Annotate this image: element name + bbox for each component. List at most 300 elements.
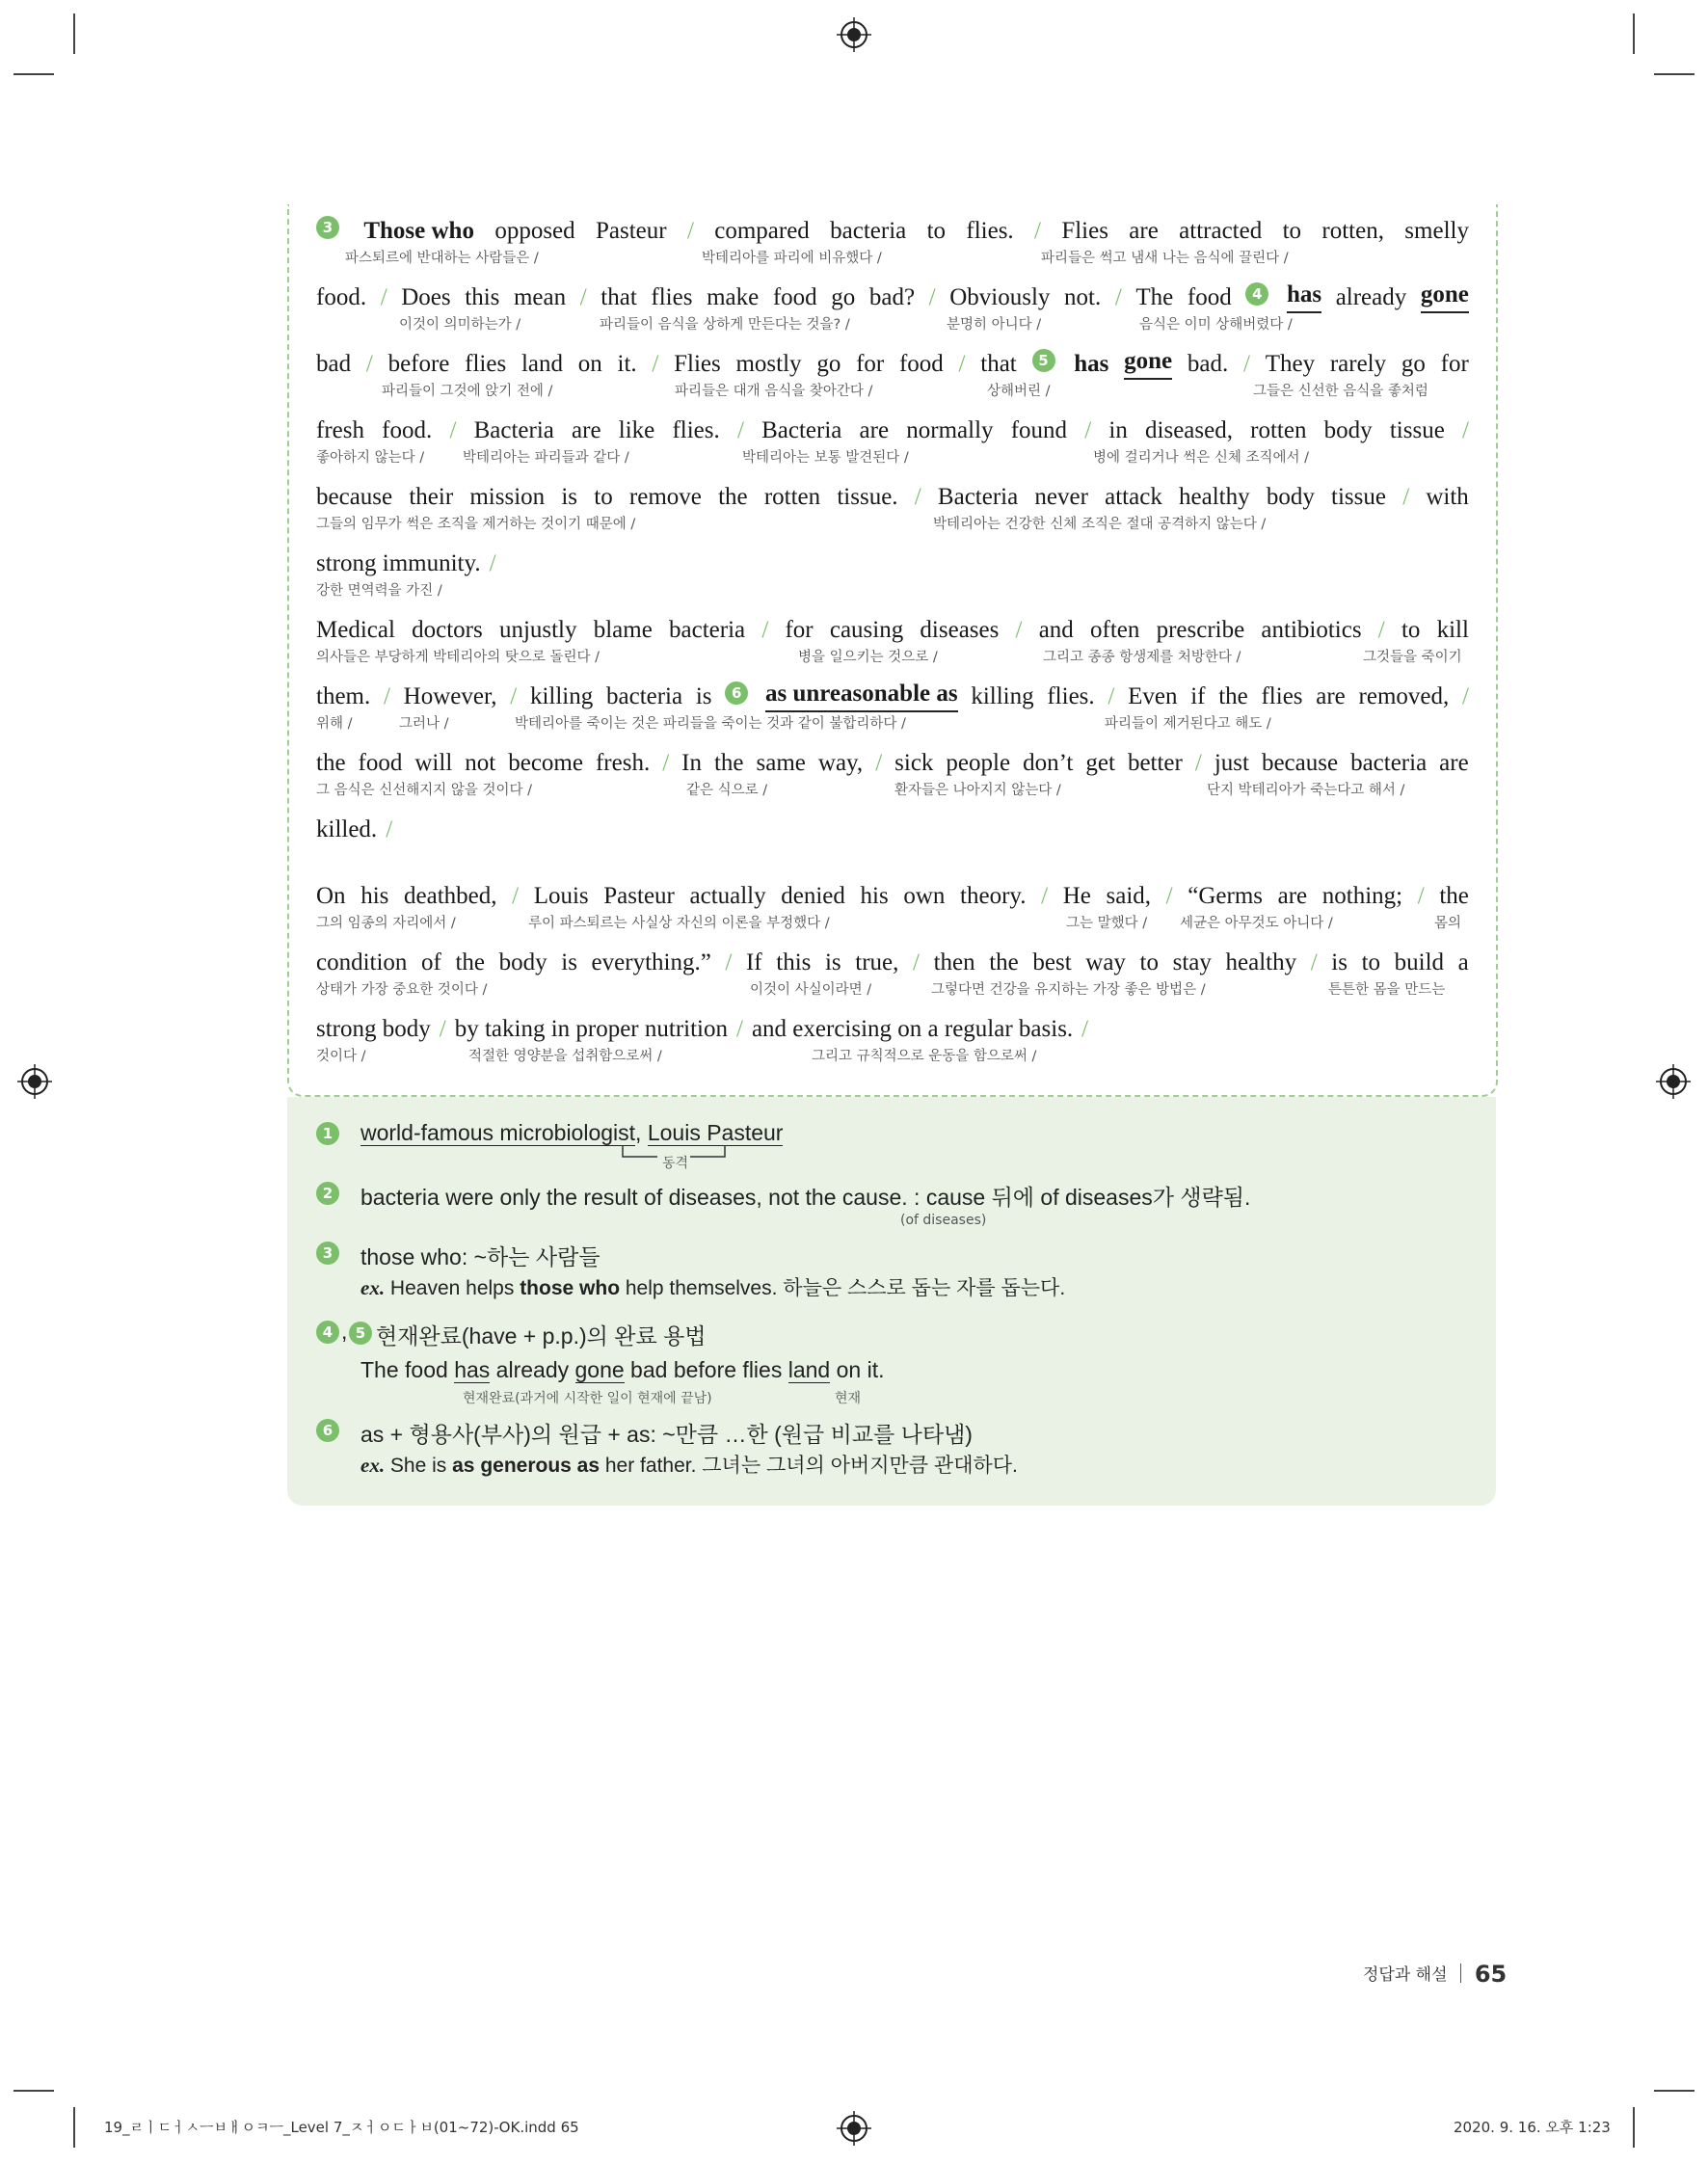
english-word: flies <box>651 284 693 310</box>
english-word: that <box>600 284 637 310</box>
english-word: the <box>718 484 748 510</box>
crop-mark <box>13 2090 54 2092</box>
english-text: strong body <box>316 1016 431 1042</box>
korean-translation-line <box>316 579 1469 599</box>
chunk-slash: / <box>1165 883 1173 909</box>
english-word: and <box>1038 617 1074 643</box>
passage-line <box>316 815 1469 865</box>
example-text: She is <box>389 1455 453 1477</box>
english-word: go <box>816 351 841 377</box>
english-word: rotten <box>1250 417 1307 443</box>
english-word: is <box>561 949 577 975</box>
highlighted-phrase: gone <box>1124 349 1172 380</box>
korean-translation: 그리고 종종 항생제를 처방한다 / <box>1043 650 1241 665</box>
note-4-5-text: 현재완료(have + p.p.)의 완료 용법 <box>376 1323 707 1349</box>
english-word: that <box>980 351 1017 377</box>
chunk-slash: / <box>1194 750 1202 776</box>
korean-translation-line <box>316 779 1469 798</box>
english-word: are <box>1277 883 1308 909</box>
registration-mark-icon <box>837 17 871 52</box>
chunk-slash: / <box>510 683 518 709</box>
english-word: flies. <box>966 218 1014 244</box>
english-word: is <box>561 484 578 510</box>
english-word: is <box>1331 949 1348 975</box>
english-word: just <box>1214 750 1249 776</box>
chunk-slash: / <box>380 284 387 310</box>
note-number-icon: 5 <box>349 1322 372 1345</box>
crop-mark <box>1654 73 1695 75</box>
note-number-icon: 2 <box>316 1182 339 1205</box>
korean-translation: 좋아하지 않는다 / <box>316 450 425 466</box>
section-label: 정답과 해설 <box>1363 1965 1448 1985</box>
korean-translation: 박테리아를 죽이는 것은 파리들을 죽이는 것과 같이 불합리하다 / <box>515 716 906 732</box>
note-4-5-sub-1: 현재완료(과거에 시작한 일이 현재에 끝남) <box>463 1391 712 1406</box>
chunk-slash: / <box>1041 883 1049 909</box>
footer-section-label <box>1363 1961 1507 1988</box>
chunk-slash: / <box>913 949 920 975</box>
english-word: like <box>618 417 655 443</box>
english-word: this <box>465 284 500 310</box>
example-text: already <box>490 1357 575 1382</box>
english-sentence-line <box>316 216 1469 247</box>
note-4-5 <box>316 1319 885 1406</box>
passage-line <box>316 216 1469 266</box>
english-word: Even <box>1128 683 1178 709</box>
sentence-number-icon: 5 <box>1032 349 1055 372</box>
korean-translation-line <box>316 646 1469 665</box>
chunk-slash: / <box>652 351 659 377</box>
korean-translation: 튼튼한 몸을 만드는 <box>1328 982 1446 998</box>
english-word: attracted <box>1179 218 1263 244</box>
english-word: bad <box>316 351 352 377</box>
english-text: by taking in proper nutrition <box>454 1016 728 1042</box>
sentence-number-icon: 3 <box>316 216 339 239</box>
note-2-sub: (of diseases) <box>900 1213 987 1228</box>
english-word: before <box>387 351 450 377</box>
english-word: rotten, <box>1321 218 1384 244</box>
english-word: everything.” <box>591 949 711 975</box>
note-number-icon: 6 <box>316 1419 339 1442</box>
example-underlined: has <box>454 1357 491 1382</box>
chunk-slash: / <box>662 750 670 776</box>
english-word: bad? <box>868 284 916 310</box>
crop-mark <box>13 73 54 75</box>
chunk-slash: / <box>686 218 694 244</box>
example-text: bad before flies <box>624 1357 788 1382</box>
english-word: on <box>577 351 602 377</box>
english-word: Bacteria <box>761 417 842 443</box>
english-word: people <box>946 750 1011 776</box>
note-4-5-example <box>360 1357 884 1383</box>
english-sentence-line <box>316 415 1469 446</box>
korean-translation: 루이 파스퇴르는 사실상 자신의 이론을 부정했다 / <box>528 916 830 931</box>
korean-translation: 병에 걸리거나 썩은 신체 조직에서 / <box>1093 450 1310 466</box>
english-word: build <box>1394 949 1445 975</box>
note-6 <box>316 1417 1018 1481</box>
english-word: killing <box>971 683 1034 709</box>
chunk-slash: / <box>875 750 883 776</box>
chunk-slash: / <box>512 883 520 909</box>
chunk-slash: / <box>761 617 769 643</box>
korean-translation-line <box>316 513 1469 532</box>
english-word: food <box>1187 284 1232 310</box>
english-word: then <box>933 949 975 975</box>
korean-translation: 분명히 아니다 / <box>947 317 1042 333</box>
english-word: are <box>1129 218 1159 244</box>
korean-translation-line <box>316 712 1469 732</box>
korean-translation: 파리들은 대개 음식을 찾아간다 / <box>675 384 873 399</box>
english-word: to <box>1361 949 1381 975</box>
korean-translation: 그렇다면 건강을 유지하는 가장 좋은 방법은 / <box>931 982 1206 998</box>
korean-translation: 파스퇴르에 반대하는 사람들은 / <box>345 251 539 266</box>
english-word: “Germs <box>1188 883 1263 909</box>
english-word: said, <box>1106 883 1152 909</box>
highlighted-phrase: gone <box>1421 282 1469 313</box>
english-word: will <box>414 750 453 776</box>
english-word: the <box>989 949 1019 975</box>
english-word: true, <box>855 949 899 975</box>
korean-translation: 상태가 가장 중요한 것이다 / <box>316 982 488 998</box>
english-word: causing <box>829 617 904 643</box>
english-word: body <box>1266 484 1315 510</box>
note-6-text: as + 형용사(부사)의 원급 + as: ~만큼 …한 (원급 비교를 나타냄) <box>360 1422 973 1447</box>
english-word: with <box>1426 484 1469 510</box>
english-word: found <box>1010 417 1068 443</box>
korean-translation: 병을 일으키는 것으로 / <box>798 650 938 665</box>
english-word: mean <box>513 284 567 310</box>
english-word: killing <box>529 683 594 709</box>
note-number-icon: 4 <box>316 1321 339 1344</box>
chunk-slash: / <box>1310 949 1318 975</box>
korean-translation: 강한 면역력을 가진 / <box>316 583 442 599</box>
english-word: the <box>713 750 744 776</box>
english-sentence-line <box>316 615 1469 646</box>
english-word: to <box>1282 218 1302 244</box>
english-word: food <box>358 750 403 776</box>
english-word: food <box>772 284 817 310</box>
english-word: mostly <box>735 351 802 377</box>
chunk-slash: / <box>489 550 496 576</box>
english-word: food <box>898 351 944 377</box>
korean-translation: 것이다 / <box>316 1049 366 1064</box>
english-word: compared <box>714 218 810 244</box>
korean-translation: 그들은 신선한 음식을 좋처럼 <box>1253 384 1428 399</box>
english-word: tissue <box>1389 417 1445 443</box>
english-word: blame <box>593 617 653 643</box>
english-word: the <box>1218 683 1248 709</box>
note-6-example <box>360 1450 1018 1479</box>
passage-line <box>316 615 1469 665</box>
note-1-text <box>360 1120 783 1146</box>
english-word: best <box>1032 949 1072 975</box>
example-underlined: land <box>787 1357 831 1382</box>
chunk-slash: / <box>725 949 733 975</box>
english-word: denied <box>781 883 845 909</box>
english-word: actually <box>689 883 766 909</box>
korean-translation: 박테리아는 건강한 신체 조직은 절대 공격하지 않는다 / <box>933 517 1267 532</box>
registration-mark-icon <box>837 2111 871 2146</box>
chunk-slash: / <box>386 816 393 842</box>
korean-translation: 그리고 규칙적으로 운동을 함으로써 / <box>812 1049 1037 1064</box>
english-word: make <box>707 284 760 310</box>
english-word: body <box>498 949 547 975</box>
chunk-slash: / <box>928 284 936 310</box>
chunk-slash: / <box>1243 351 1250 377</box>
korean-translation: 파리들이 음식을 상하게 만든다는 것을? / <box>600 317 850 333</box>
english-word: the <box>1439 883 1469 909</box>
korean-translation: 그것들을 죽이기 <box>1363 650 1462 665</box>
korean-translation: 그러나 / <box>399 716 449 732</box>
example-bold: as generous as <box>452 1455 600 1477</box>
english-sentence-line <box>316 1014 1469 1045</box>
english-word: in <box>1108 417 1128 443</box>
korean-translation: 그의 임종의 자리에서 / <box>316 916 456 931</box>
chunk-slash: / <box>1377 617 1385 643</box>
chunk-slash: / <box>1081 1016 1089 1042</box>
english-word: prescribe <box>1156 617 1245 643</box>
english-sentence-line <box>316 815 1469 845</box>
chunk-slash: / <box>1417 883 1425 909</box>
korean-translation: 파리들이 제거된다고 해도 / <box>1105 716 1271 732</box>
english-word: for <box>785 617 814 643</box>
korean-translation: 세균은 아무것도 아니다 / <box>1180 916 1333 931</box>
english-word: because <box>316 484 393 510</box>
chunk-slash: / <box>736 1016 743 1042</box>
note-3 <box>316 1240 1066 1303</box>
note-1-sub: 동격 <box>662 1156 689 1171</box>
english-sentence-line <box>316 681 1469 712</box>
english-word: food. <box>382 417 433 443</box>
example-text: The food <box>360 1357 455 1382</box>
english-word: his <box>860 883 889 909</box>
english-word: smelly <box>1404 218 1469 244</box>
english-word: healthy <box>1179 484 1250 510</box>
chunk-slash: / <box>1462 417 1469 443</box>
note-1 <box>316 1120 784 1178</box>
chunk-slash: / <box>736 417 744 443</box>
passage-line <box>316 349 1469 399</box>
korean-translation: 위해 / <box>316 716 353 732</box>
english-word: Medical <box>316 617 395 643</box>
english-sentence-line <box>316 349 1469 380</box>
sentence-number-icon: 6 <box>725 681 748 705</box>
print-date: 2020. 9. 16. 오후 1:23 <box>1454 2119 1611 2136</box>
english-word: Bacteria <box>937 484 1019 510</box>
english-word: food. <box>316 284 367 310</box>
chunk-slash: / <box>383 683 390 709</box>
english-sentence-line <box>316 548 1469 579</box>
english-word: Does <box>401 284 451 310</box>
example-label: ex. <box>360 1276 386 1299</box>
english-word: same <box>756 750 806 776</box>
korean-translation: 음식은 이미 상해버렸다 / <box>1139 317 1293 333</box>
english-word: to <box>926 218 947 244</box>
crop-mark <box>1633 2107 1635 2148</box>
english-word: bacteria <box>606 683 683 709</box>
english-word: are <box>1439 750 1469 776</box>
english-word: get <box>1085 750 1115 776</box>
english-word: unjustly <box>498 617 577 643</box>
korean-translation-line <box>316 247 1469 266</box>
english-word: own <box>903 883 946 909</box>
korean-translation-line <box>316 978 1469 998</box>
korean-translation: 박테리아는 보통 발견된다 / <box>742 450 909 466</box>
english-word: better <box>1127 750 1183 776</box>
highlighted-phrase: has <box>1074 351 1109 377</box>
english-word: Obviously <box>949 284 1051 310</box>
english-word: flies. <box>1047 683 1095 709</box>
english-word: is <box>695 683 712 709</box>
english-word: go <box>1401 351 1426 377</box>
english-word: diseases <box>920 617 1000 643</box>
english-word: because <box>1261 750 1339 776</box>
english-word: to <box>1401 617 1421 643</box>
passage-line <box>316 948 1469 998</box>
korean-translation: 같은 식으로 / <box>686 783 768 798</box>
chunk-slash: / <box>449 417 457 443</box>
chunk-slash: / <box>914 484 921 510</box>
korean-translation: 그들의 임무가 썩은 조직을 제거하는 것이기 때문에 / <box>316 517 636 532</box>
note-3-text: those who: ~하는 사람들 <box>360 1244 600 1269</box>
korean-translation: 환자들은 나아지지 않는다 / <box>894 783 1061 798</box>
english-word: attack <box>1105 484 1162 510</box>
english-word: removed, <box>1358 683 1450 709</box>
english-word: They <box>1265 351 1316 377</box>
english-word: is <box>824 949 841 975</box>
english-word: don’t <box>1023 750 1074 776</box>
korean-translation: 적절한 영양분을 섭취함으로써 / <box>468 1049 662 1064</box>
english-word: healthy <box>1225 949 1297 975</box>
registration-mark-icon <box>1656 1064 1691 1099</box>
english-word: theory. <box>960 883 1027 909</box>
korean-translation: 파리들은 썩고 냄새 나는 음식에 끌린다 / <box>1041 251 1289 266</box>
korean-translation: 이것이 사실이라면 / <box>750 982 872 998</box>
korean-translation: 박테리아를 파리에 비유했다 / <box>702 251 882 266</box>
english-word: for <box>856 351 885 377</box>
note-3-example <box>360 1272 1065 1301</box>
passage-line <box>316 415 1469 466</box>
korean-translation-line <box>316 1045 1469 1064</box>
chunk-slash: / <box>1461 683 1469 709</box>
korean-translation: 이것이 의미하는가 / <box>399 317 521 333</box>
chunk-slash: / <box>1108 683 1115 709</box>
english-text: killed. <box>316 816 378 842</box>
english-word: antibiotics <box>1261 617 1362 643</box>
english-word: not <box>465 750 496 776</box>
chunk-slash: / <box>1034 218 1041 244</box>
english-word: bacteria <box>669 617 746 643</box>
english-word: He <box>1062 883 1091 909</box>
english-word: a <box>1457 949 1469 975</box>
english-word: tissue <box>1331 484 1386 510</box>
english-word: for <box>1440 351 1469 377</box>
comma: , <box>341 1319 348 1344</box>
note-1-phrase-a: world-famous microbiologist <box>360 1120 636 1145</box>
english-word: mission <box>469 484 546 510</box>
english-word: fresh <box>316 417 364 443</box>
english-word: On <box>316 883 346 909</box>
sentence-number-icon: 4 <box>1245 282 1268 306</box>
english-word: of <box>421 949 441 975</box>
english-word: stay <box>1172 949 1212 975</box>
english-sentence-line <box>316 948 1469 978</box>
english-word: Pasteur <box>595 218 667 244</box>
passage-line <box>316 748 1469 798</box>
english-word: never <box>1034 484 1088 510</box>
english-word: them. <box>316 683 371 709</box>
example-text: Heaven helps <box>389 1277 520 1299</box>
note-number-icon: 3 <box>316 1242 339 1265</box>
english-word: land <box>520 351 563 377</box>
english-word: not. <box>1064 284 1102 310</box>
english-word: kill <box>1436 617 1469 643</box>
english-word: are <box>859 417 890 443</box>
english-word: bacteria <box>1350 750 1428 776</box>
english-word: way <box>1085 949 1126 975</box>
english-text: strong immunity. <box>316 550 481 576</box>
korean-translation-line <box>316 912 1469 931</box>
highlighted-phrase: has <box>1287 282 1321 313</box>
print-slug: 19_ㄹㅣㄷㅓㅅㅡㅂㅐㅇㅋㅡ_Level 7_ㅈㅓㅇㄷㅏㅂ(01~72)-OK.indd 65 <box>104 2119 579 2136</box>
passage-line <box>316 548 1469 599</box>
korean-translation: 그는 말했다 / <box>1066 916 1148 931</box>
english-word: this <box>776 949 812 975</box>
korean-translation: 단지 박테리아가 죽는다고 해서 / <box>1207 783 1405 798</box>
english-word: rarely <box>1329 351 1387 377</box>
chunk-slash: / <box>1114 284 1122 310</box>
footer-divider <box>1460 1964 1462 1983</box>
english-word: bacteria <box>830 218 907 244</box>
english-word: become <box>508 750 583 776</box>
english-word: Pasteur <box>603 883 675 909</box>
english-word: the <box>316 750 346 776</box>
english-sentence-line <box>316 282 1469 313</box>
english-word: his <box>360 883 389 909</box>
example-text: her father. 그녀는 그녀의 아버지만큼 관대하다. <box>600 1455 1018 1477</box>
registration-mark-icon <box>17 1064 52 1099</box>
chunk-slash: / <box>1402 484 1410 510</box>
note-number-icon: 1 <box>316 1122 339 1145</box>
english-word: already <box>1335 284 1407 310</box>
chunk-slash: / <box>365 351 373 377</box>
english-word: remove <box>628 484 702 510</box>
example-text: help themselves. 하늘은 스스로 돕는 자를 돕는다. <box>620 1277 1066 1299</box>
english-word: opposed <box>494 218 575 244</box>
english-word: However, <box>403 683 497 709</box>
english-word: The <box>1135 284 1174 310</box>
korean-translation-line <box>316 845 1469 865</box>
english-word: often <box>1090 617 1140 643</box>
english-word: their <box>409 484 454 510</box>
korean-translation: 몸의 <box>1434 916 1462 931</box>
passage-line <box>316 881 1469 931</box>
english-word: flies. <box>672 417 720 443</box>
english-word: Louis <box>533 883 589 909</box>
passage-line <box>316 482 1469 532</box>
note-2 <box>316 1180 1251 1238</box>
english-word: are <box>1316 683 1346 709</box>
crop-mark <box>1633 13 1635 54</box>
note-1-separator: , <box>635 1120 648 1145</box>
passage-line <box>316 282 1469 333</box>
english-word: doctors <box>412 617 483 643</box>
english-word: In <box>681 750 702 776</box>
chunk-slash: / <box>1084 417 1092 443</box>
english-word: sick <box>894 750 934 776</box>
chunk-slash: / <box>439 1016 446 1042</box>
korean-translation-line <box>316 313 1469 333</box>
crop-mark <box>73 13 75 54</box>
